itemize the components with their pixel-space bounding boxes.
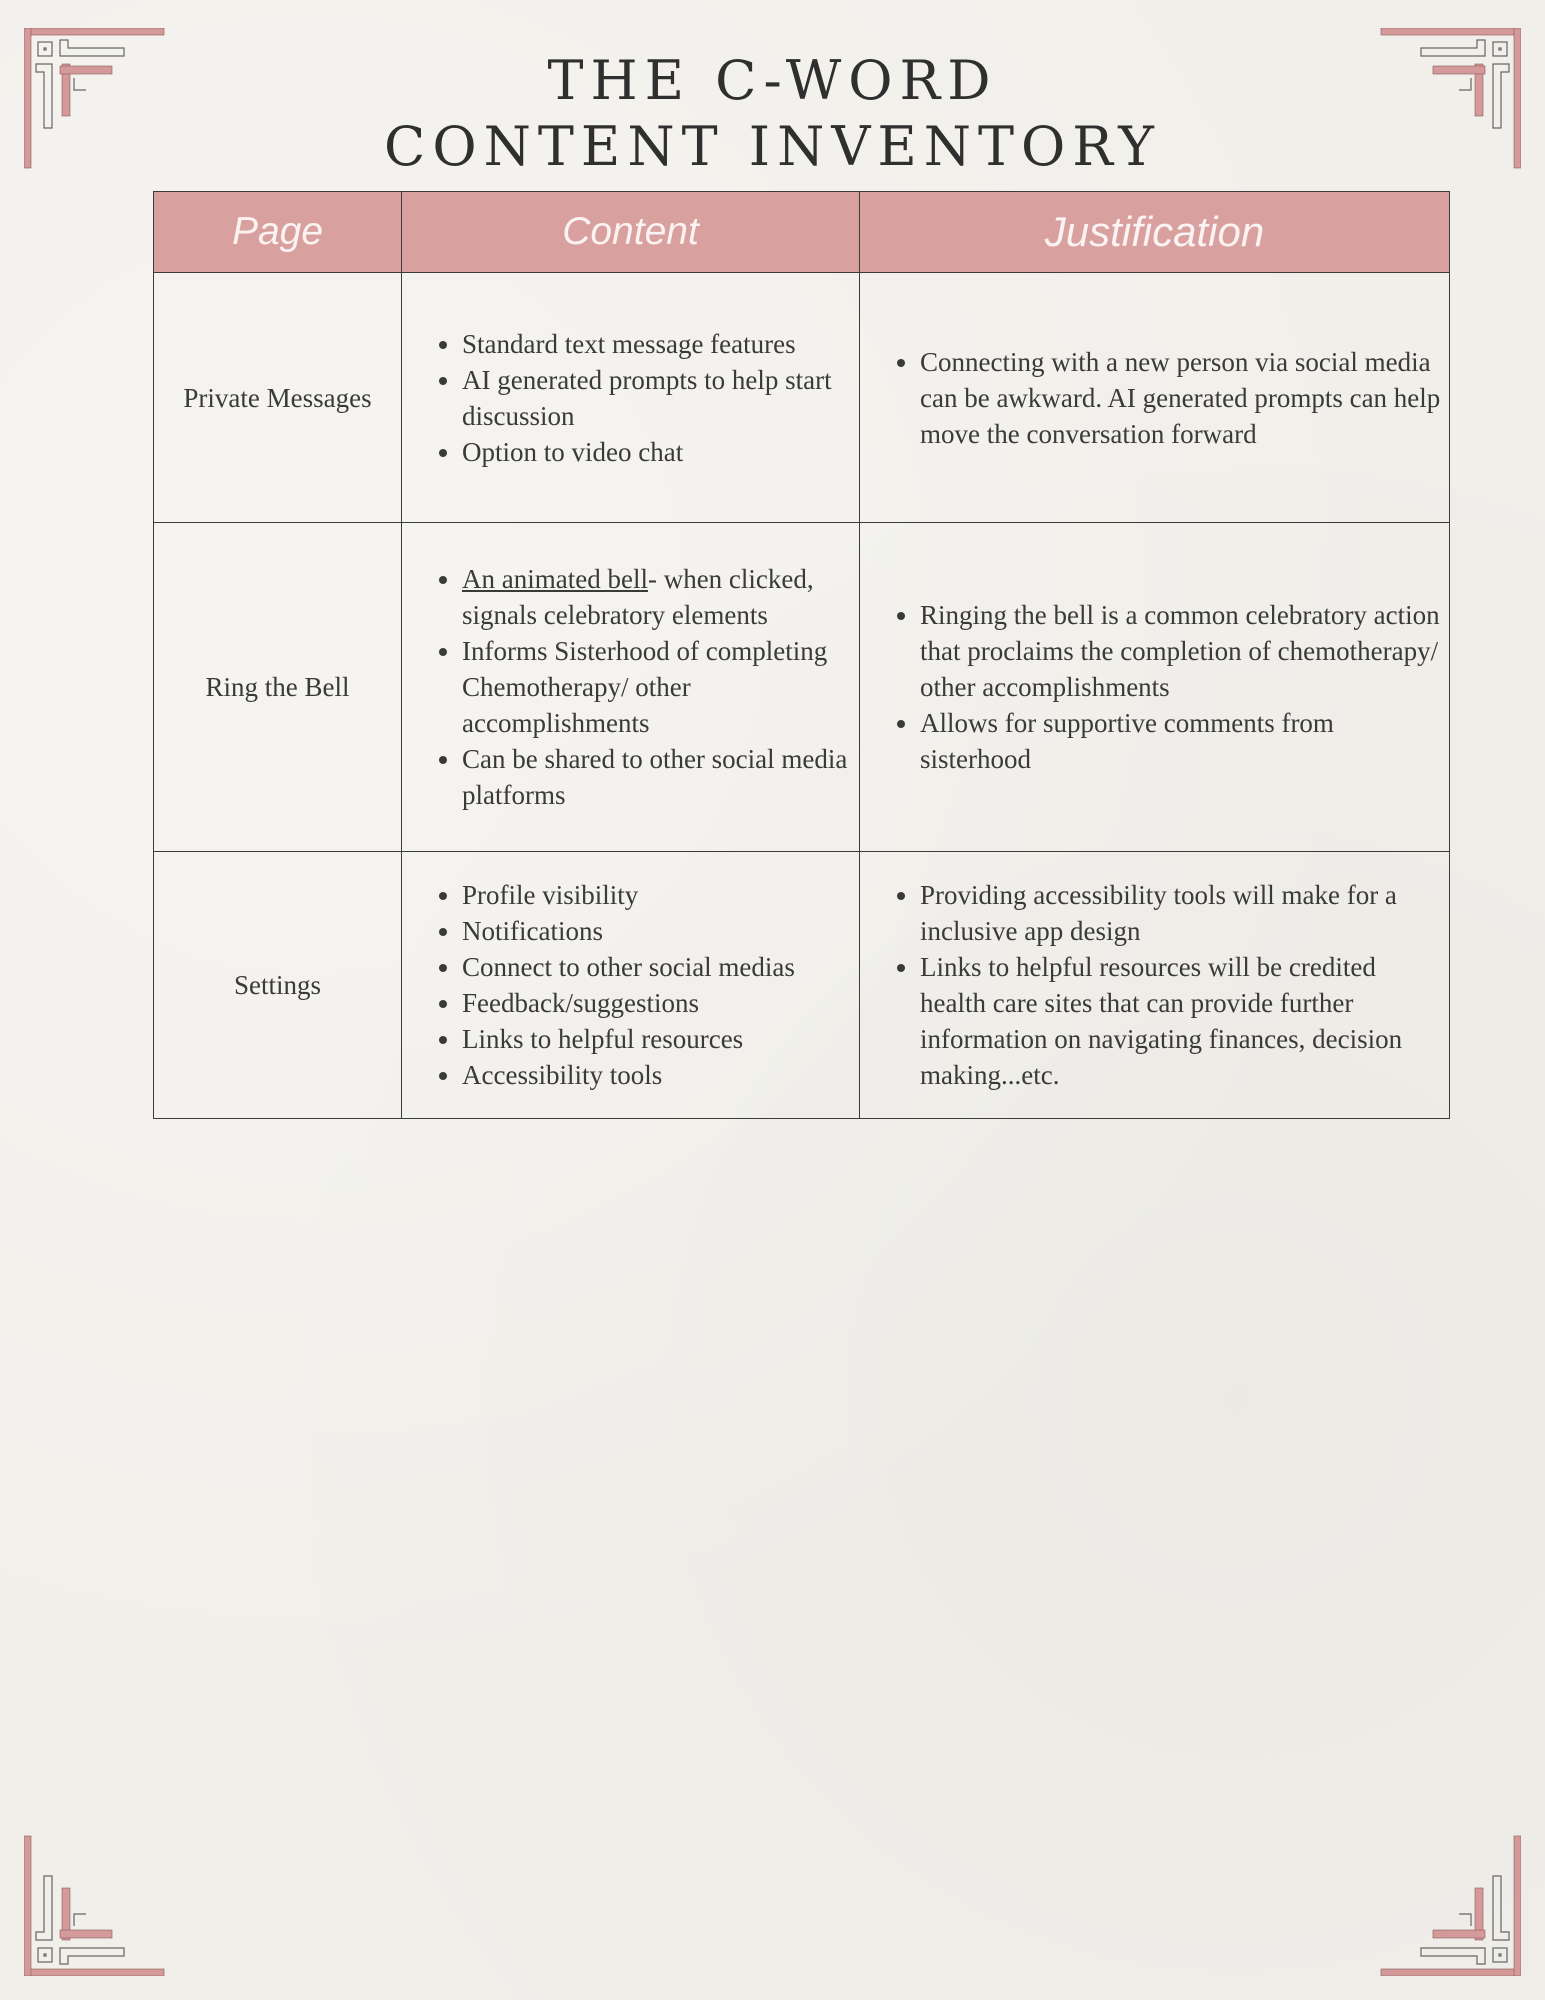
animated-bell-link[interactable]: An animated bell bbox=[462, 564, 648, 594]
list-item: • Connecting with a new person via social media can be awkward. AI generated prompts can help move the conversation forward bbox=[920, 344, 1441, 452]
list-item: • Option to video chat bbox=[462, 434, 851, 470]
list-item: • AI generated prompts to help start discussion bbox=[462, 362, 851, 434]
list-item: • Feedback/suggestions bbox=[462, 985, 851, 1021]
list-item-text: - when clicked, signals celebratory elements bbox=[462, 564, 814, 630]
title-line-1: THE C-WORD bbox=[547, 49, 998, 112]
content-list bbox=[402, 561, 851, 813]
list-item: • Notifications bbox=[462, 913, 851, 949]
justification-list bbox=[860, 597, 1441, 777]
column-header-page: Page bbox=[154, 192, 402, 273]
list-item: • Links to helpful resources bbox=[462, 1021, 851, 1057]
list-item: • Allows for supportive comments from sisterhood bbox=[920, 705, 1441, 777]
table-header-row bbox=[154, 192, 1450, 273]
list-item: • Providing accessibility tools will make for a inclusive app design bbox=[920, 877, 1441, 949]
justification-cell bbox=[860, 852, 1450, 1119]
justification-cell bbox=[860, 273, 1450, 523]
table-row bbox=[154, 273, 1450, 523]
table-row bbox=[154, 523, 1450, 852]
list-item: • Standard text message features bbox=[462, 326, 851, 362]
page-title bbox=[0, 48, 1545, 180]
page-cell: Settings bbox=[154, 852, 402, 1119]
corner-ornament-bottom-left bbox=[24, 1826, 174, 1976]
column-header-justification: Justification bbox=[860, 192, 1450, 273]
content-inventory-table bbox=[153, 191, 1450, 1119]
corner-ornament-bottom-right bbox=[1371, 1826, 1521, 1976]
table-row bbox=[154, 852, 1450, 1119]
column-header-content: Content bbox=[402, 192, 860, 273]
page-cell: Ring the Bell bbox=[154, 523, 402, 852]
content-cell bbox=[402, 273, 860, 523]
list-item: • Ringing the bell is a common celebratory action that proclaims the completion of chemotherapy/ other accomplishments bbox=[920, 597, 1441, 705]
list-item: • Profile visibility bbox=[462, 877, 851, 913]
justification-list bbox=[860, 344, 1441, 452]
list-item: • Connect to other social medias bbox=[462, 949, 851, 985]
content-list bbox=[402, 326, 851, 470]
justification-list bbox=[860, 877, 1441, 1093]
justification-cell bbox=[860, 523, 1450, 852]
content-cell bbox=[402, 523, 860, 852]
content-cell bbox=[402, 852, 860, 1119]
page-cell: Private Messages bbox=[154, 273, 402, 523]
list-item bbox=[462, 561, 851, 633]
list-item: • Links to helpful resources will be credited health care sites that can provide further information on navigating finances, decision making...etc. bbox=[920, 949, 1441, 1093]
content-list bbox=[402, 877, 851, 1093]
list-item: • Informs Sisterhood of completing Chemotherapy/ other accomplishments bbox=[462, 633, 851, 741]
list-item: • Accessibility tools bbox=[462, 1057, 851, 1093]
title-line-2: CONTENT INVENTORY bbox=[384, 115, 1161, 178]
list-item: • Can be shared to other social media platforms bbox=[462, 741, 851, 813]
